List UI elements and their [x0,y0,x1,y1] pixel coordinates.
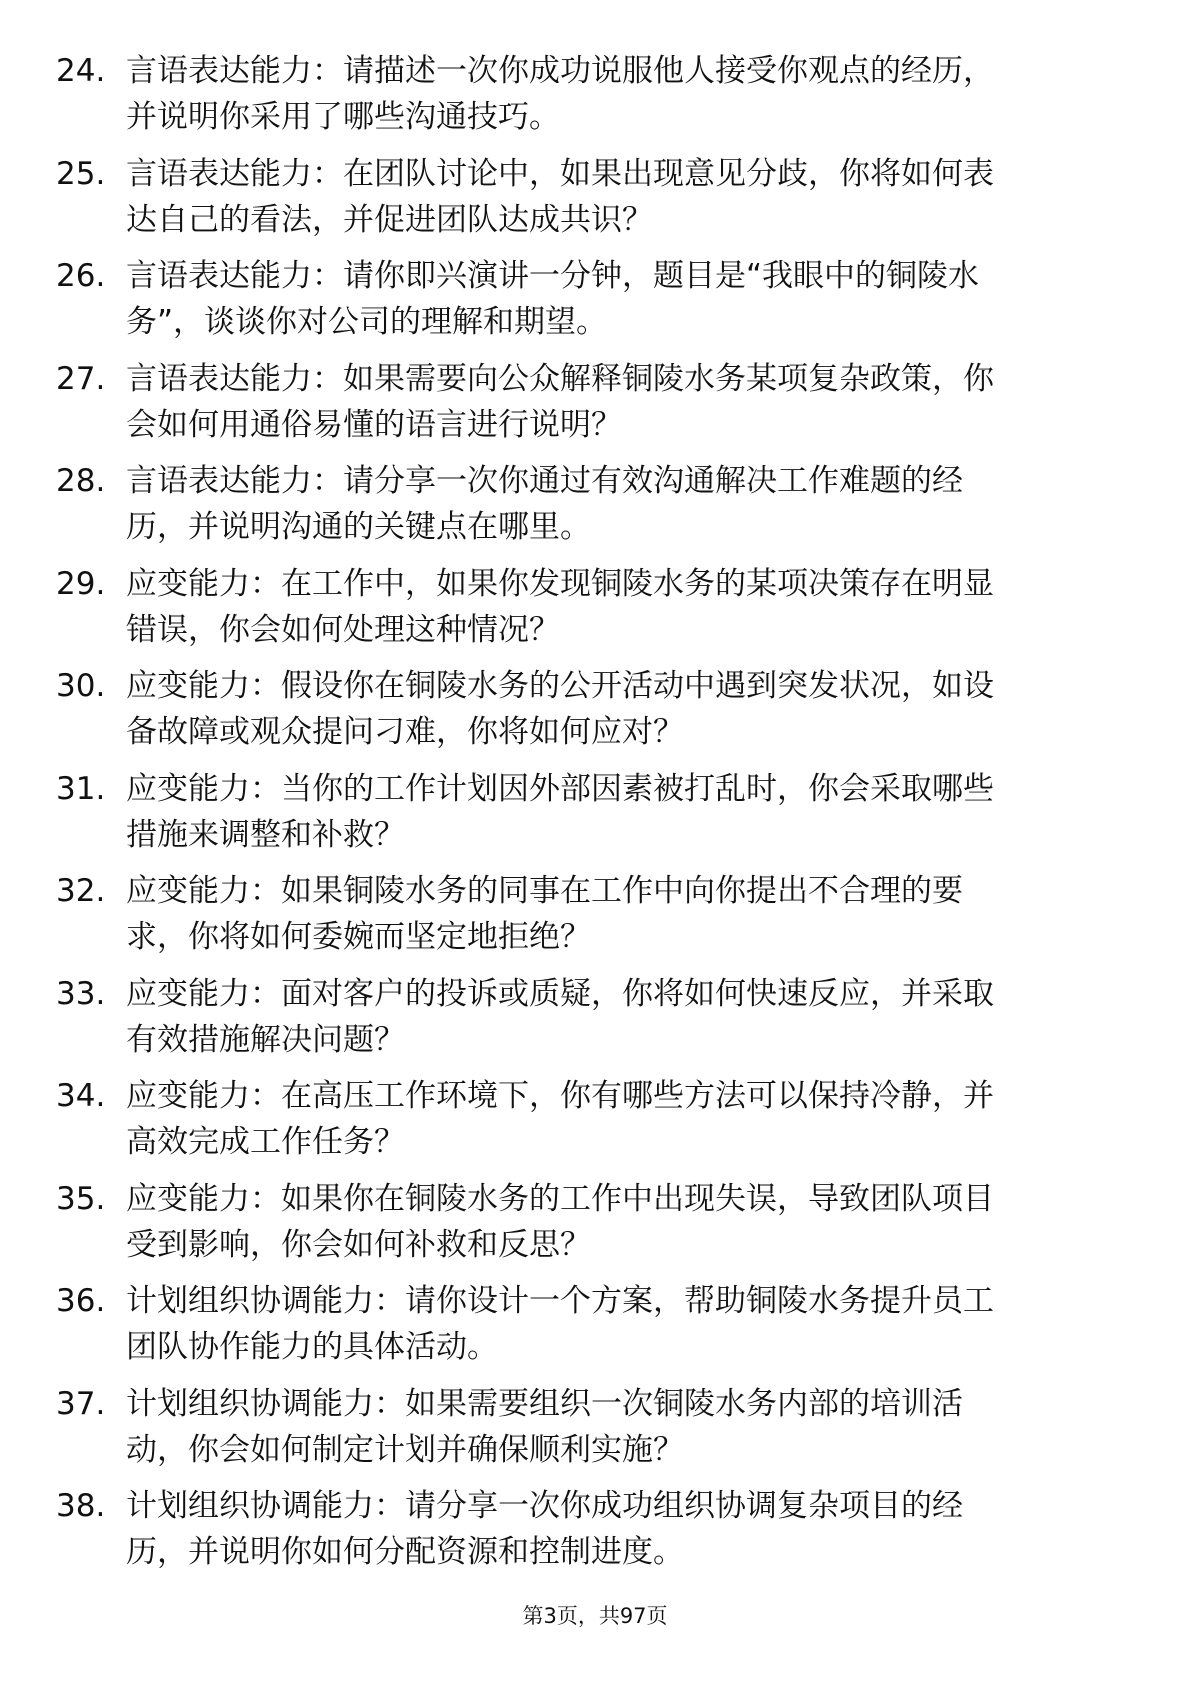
question-text-line: 措施来调整和补救？ [126,816,405,853]
question-text-line: 并说明你采用了哪些沟通技巧。 [126,99,560,135]
question-number: 37. [56,1385,106,1422]
question-text-line: 应变能力：假设你在铜陵水务的公开活动中遇到突发状况，如设 [126,668,994,704]
question-text [126,1381,1136,1473]
question-text [126,868,1136,960]
question-text-line: 应变能力：面对客户的投诉或质疑，你将如何快速反应，并采取 [126,975,994,1012]
question-number: 28. [56,463,106,499]
question-item [0,458,1190,561]
question-number: 36. [56,1283,106,1319]
question-text-line: 团队协作能力的具体活动。 [126,1329,498,1365]
question-item [0,151,1190,254]
question-item [0,1073,1190,1176]
question-item [0,48,1190,151]
question-text [126,1073,1136,1165]
question-text [126,561,1136,653]
question-number: 26. [56,258,106,294]
question-text [126,151,1136,243]
question-text-line: 错误，你会如何处理这种情况？ [126,611,560,648]
question-text-line: 言语表达能力：请你即兴演讲一分钟，题目是“我眼中的铜陵水 [126,258,980,294]
question-number: 24. [56,53,106,89]
question-text-line: 应变能力：在高压工作环境下，你有哪些方法可以保持冷静，并 [126,1078,994,1114]
question-text-line: 应变能力：当你的工作计划因外部因素被打乱时，你会采取哪些 [126,770,994,807]
question-text-line: 言语表达能力：如果需要向公众解释铜陵水务某项复杂政策，你 [126,360,994,397]
question-text [126,1176,1136,1268]
question-text [126,356,1136,448]
question-item [0,356,1190,459]
question-text [126,1483,1136,1575]
question-text-line: 求，你将如何委婉而坚定地拒绝？ [126,919,591,955]
question-item [0,868,1190,971]
question-text [126,766,1136,858]
question-text-line: 有效措施解决问题？ [126,1021,405,1058]
question-item [0,1176,1190,1279]
question-text-line: 达自己的看法，并促进团队达成共识？ [126,201,653,238]
question-number: 25. [56,155,106,192]
question-number: 32. [56,873,106,909]
question-item [0,1381,1190,1484]
question-text [126,1278,1136,1370]
question-text-line: 历，并说明沟通的关键点在哪里。 [126,509,591,545]
question-text-line: 言语表达能力：在团队讨论中，如果出现意见分歧，你将如何表 [126,155,994,192]
question-text-line: 应变能力：如果你在铜陵水务的工作中出现失误，导致团队项目 [126,1180,994,1217]
question-text-line: 应变能力：如果铜陵水务的同事在工作中向你提出不合理的要 [126,873,963,909]
question-text-line: 会如何用通俗易懂的语言进行说明？ [126,406,622,443]
question-text [126,971,1136,1063]
question-number: 35. [56,1180,106,1217]
question-item [0,766,1190,869]
question-item [0,1483,1190,1586]
question-text [126,663,1136,755]
question-text-line: 务”，谈谈你对公司的理解和期望。 [126,304,608,340]
question-item [0,663,1190,766]
question-list [0,48,1190,1586]
question-text-line: 应变能力：在工作中，如果你发现铜陵水务的某项决策存在明显 [126,565,994,602]
question-text-line: 备故障或观众提问刁难，你将如何应对？ [126,714,684,750]
page-number: 第3页，共97页 [522,1604,668,1628]
question-text-line: 受到影响，你会如何补救和反思？ [126,1226,591,1263]
question-text [126,253,1136,345]
question-item [0,253,1190,356]
question-text-line: 计划组织协调能力：请你设计一个方案，帮助铜陵水务提升员工 [126,1283,994,1319]
question-text-line: 言语表达能力：请描述一次你成功说服他人接受你观点的经历， [126,53,994,89]
question-text-line: 动，你会如何制定计划并确保顺利实施？ [126,1431,684,1468]
question-item [0,1278,1190,1381]
question-text-line: 计划组织协调能力：请分享一次你成功组织协调复杂项目的经 [126,1488,963,1524]
question-item [0,561,1190,664]
question-text-line: 高效完成工作任务？ [126,1124,405,1160]
question-number: 31. [56,770,106,807]
question-number: 38. [56,1488,106,1524]
question-text [126,458,1136,550]
question-number: 33. [56,975,106,1012]
question-text-line: 历，并说明你如何分配资源和控制进度。 [126,1534,684,1570]
question-text-line: 计划组织协调能力：如果需要组织一次铜陵水务内部的培训活 [126,1385,963,1422]
question-text-line: 言语表达能力：请分享一次你通过有效沟通解决工作难题的经 [126,463,963,499]
question-text [126,48,1136,140]
question-number: 34. [56,1078,106,1114]
question-number: 27. [56,360,106,397]
question-number: 29. [56,565,106,602]
question-item [0,971,1190,1074]
question-number: 30. [56,668,106,704]
